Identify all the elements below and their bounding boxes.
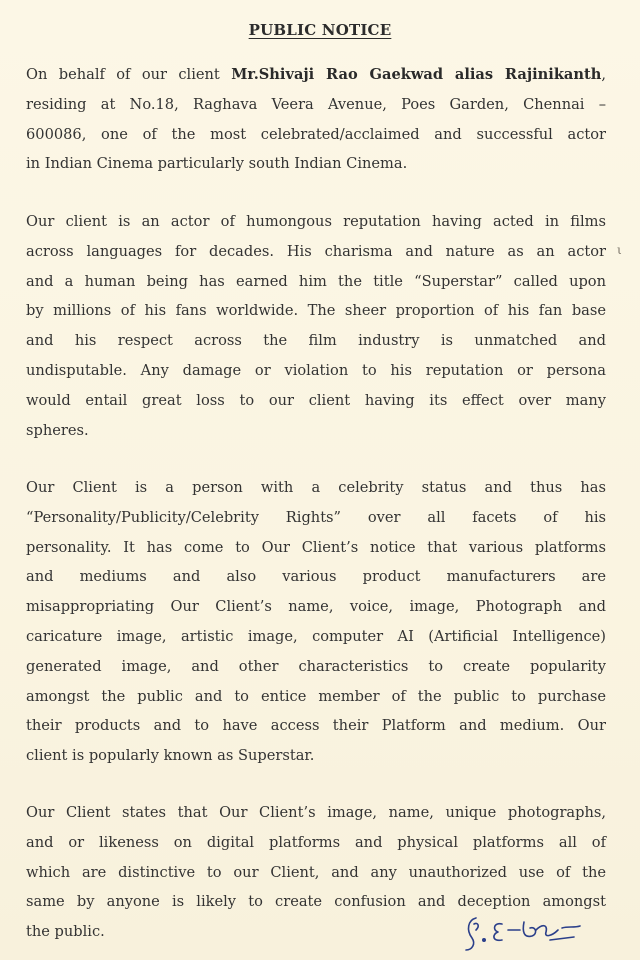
paragraph-line: and or likeness on digital platforms and physical platforms all of bbox=[26, 833, 606, 851]
notice-title: PUBLIC NOTICE bbox=[248, 21, 392, 39]
line-text: On behalf of our client bbox=[26, 66, 232, 83]
paragraph-line: caricature image, artistic image, computer AI (Artificial Intelligence) bbox=[26, 627, 606, 645]
paragraph-line: in Indian Cinema particularly south Indian Cinema. bbox=[26, 155, 408, 173]
line-text: , bbox=[601, 66, 606, 83]
paragraph-line: misappropriating Our Client’s name, voice, image, Photograph and bbox=[26, 598, 606, 616]
paragraph-client-intro bbox=[26, 60, 606, 179]
paragraph-line: 600086, one of the most celebrated/acclaimed and successful actor bbox=[26, 125, 606, 143]
paragraph-line: personality. It has come to Our Client’s notice that various platforms bbox=[26, 538, 606, 556]
paragraph-reputation bbox=[26, 207, 606, 445]
paragraph-line bbox=[26, 60, 606, 90]
paragraph-line: and a human being has earned him the title “Superstar” called upon bbox=[26, 272, 606, 290]
client-name: Mr.Shivaji Rao Gaekwad alias Rajinikanth bbox=[231, 66, 602, 83]
paragraph-line: and mediums and also various product manufacturers are bbox=[26, 568, 606, 586]
paragraph-line: Our Client states that Our Client’s image, name, unique photographs, bbox=[26, 804, 606, 821]
paragraph-line: Our Client is a person with a celebrity status and thus has bbox=[26, 479, 606, 496]
paragraph-line: residing at No.18, Raghava Veera Avenue, Poes Garden, Chennai – bbox=[26, 95, 606, 113]
paragraph-line: client is popularly known as Superstar. bbox=[26, 747, 315, 765]
paragraph-line: the public. bbox=[26, 923, 105, 941]
paragraph-line: amongst the public and to entice member of the public to purchase bbox=[26, 687, 606, 705]
handwritten-signature-icon bbox=[462, 910, 592, 954]
paragraph-line: undisputable. Any damage or violation to his reputation or persona bbox=[26, 361, 606, 379]
paragraph-line: which are distinctive to our Client, and any unauthorized use of the bbox=[26, 863, 606, 881]
paragraph-line: by millions of his fans worldwide. The sheer proportion of his fan base bbox=[26, 302, 606, 320]
paragraph-line: spheres. bbox=[26, 421, 89, 439]
paragraph-line: Our client is an actor of humongous reputation having acted in films bbox=[26, 213, 606, 230]
paragraph-personality-rights bbox=[26, 473, 606, 771]
margin-mark: ι bbox=[617, 243, 622, 257]
paragraph-line: would entail great loss to our client having its effect over many bbox=[26, 391, 606, 409]
paragraph-line: “Personality/Publicity/Celebrity Rights” over all facets of his bbox=[26, 508, 606, 526]
paragraph-line: across languages for decades. His charisma and nature as an actor bbox=[26, 242, 606, 260]
paragraph-line: and his respect across the film industry is unmatched and bbox=[26, 332, 606, 350]
paragraph-line: their products and to have access their Platform and medium. Our bbox=[26, 717, 606, 735]
paragraph-line: same by anyone is likely to create confusion and deception amongst bbox=[26, 893, 606, 911]
paragraph-line: generated image, and other characteristics to create popularity bbox=[26, 657, 606, 675]
